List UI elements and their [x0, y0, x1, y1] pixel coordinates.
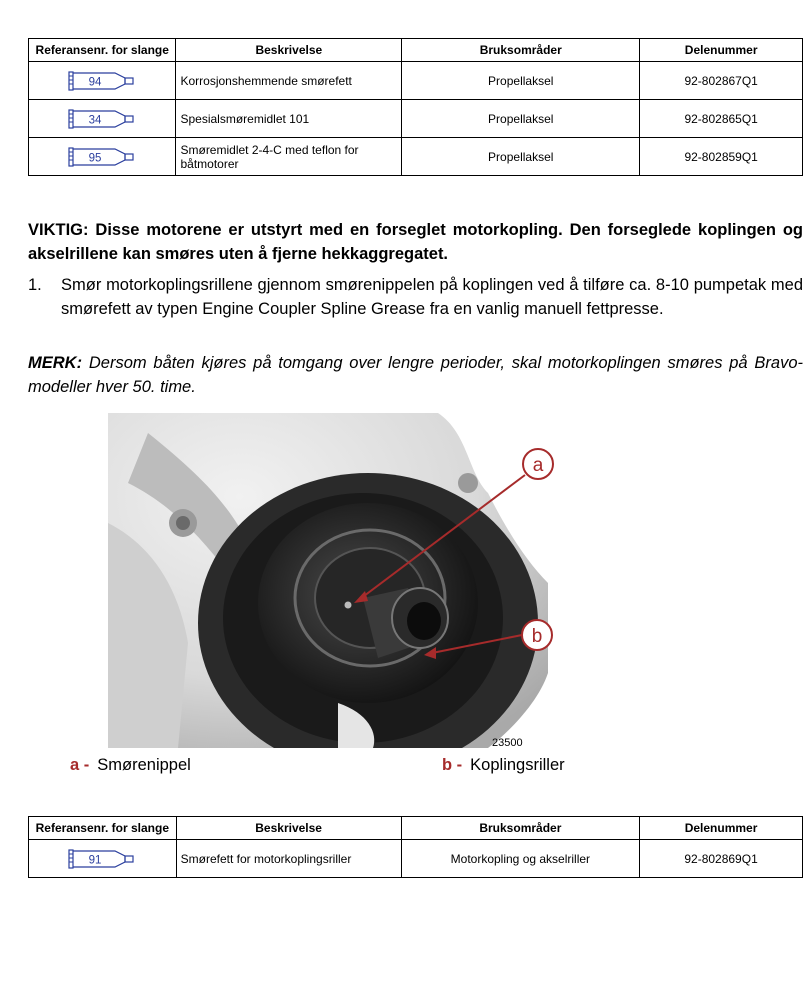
- coupler-photo: [108, 413, 558, 748]
- col-header-desc: Beskrivelse: [176, 817, 401, 840]
- part-number-cell: 92-802869Q1: [640, 840, 803, 878]
- procedure-step: [28, 273, 803, 321]
- callout-a: a: [532, 455, 544, 476]
- col-header-part: Delenummer: [640, 39, 803, 62]
- lubricant-table-2: [28, 816, 803, 878]
- col-header-use: Bruksområder: [401, 817, 640, 840]
- desc-cell: Smøremidlet 2-4-C med teflon for båtmotorer: [176, 138, 402, 176]
- tube-ref-number: 94: [88, 76, 102, 88]
- ref-cell: [29, 840, 177, 878]
- tube-ref-number: 91: [88, 854, 102, 866]
- desc-cell: Korrosjonshemmende smørefett: [176, 62, 402, 100]
- ref-cell: [29, 138, 176, 176]
- legend-b-label: Koplingsriller: [470, 756, 565, 774]
- table-header-row: [29, 39, 803, 62]
- note-label: MERK:: [28, 354, 83, 372]
- ref-cell: [29, 62, 176, 100]
- desc-cell: Spesialsmøremidlet 101: [176, 100, 402, 138]
- col-header-use: Bruksområder: [402, 39, 640, 62]
- callout-b: b: [531, 626, 543, 647]
- legend-a-label: Smørenippel: [97, 756, 191, 774]
- use-cell: Propellaksel: [402, 62, 640, 100]
- table-row: [29, 100, 803, 138]
- desc-cell: Smørefett for motorkoplingsriller: [176, 840, 401, 878]
- tube-icon: [67, 70, 137, 92]
- note-text: Dersom båten kjøres på tomgang over lengre perioder, skal motorkoplingen smøres på Bravo-modeller hver 50. time.: [28, 354, 803, 396]
- col-header-ref: Referansenr. for slange: [29, 39, 176, 62]
- part-number-cell: 92-802865Q1: [640, 100, 803, 138]
- col-header-part: Delenummer: [640, 817, 803, 840]
- part-number-cell: 92-802867Q1: [640, 62, 803, 100]
- tube-ref-number: 34: [88, 114, 102, 126]
- legend-b-key: b -: [442, 756, 463, 774]
- table-row: [29, 62, 803, 100]
- use-cell: Motorkopling og akselriller: [401, 840, 640, 878]
- step-text: Smør motorkoplingsrillene gjennom smørenippelen på koplingen ved å tilføre ca. 8-10 pumpetak med smørefett av typen Engine Coupler Spline Grease fra en vanlig manuell fettpresse.: [61, 276, 803, 318]
- legend-a: [70, 756, 191, 775]
- legend-b: [442, 756, 565, 775]
- tube-icon: [67, 108, 137, 130]
- col-header-ref: Referansenr. for slange: [29, 817, 177, 840]
- ref-cell: [29, 100, 176, 138]
- part-number-cell: 92-802859Q1: [640, 138, 803, 176]
- important-notice: VIKTIG: Disse motorene er utstyrt med en forseglet motorkopling. Den forseglede koplingen og akselrillene kan smøres uten å fjerne hekkaggregatet.: [28, 221, 803, 263]
- use-cell: Propellaksel: [402, 138, 640, 176]
- col-header-desc: Beskrivelse: [176, 39, 402, 62]
- lubricant-table-1: [28, 38, 803, 176]
- tube-icon: [67, 848, 137, 870]
- use-cell: Propellaksel: [402, 100, 640, 138]
- table-row: [29, 138, 803, 176]
- step-number: 1.: [28, 276, 42, 294]
- figure-number: 23500: [492, 737, 523, 749]
- legend-a-key: a -: [70, 756, 90, 774]
- note: [28, 351, 803, 399]
- tube-ref-number: 95: [88, 152, 102, 164]
- tube-icon: [67, 146, 137, 168]
- table-row: [29, 840, 803, 878]
- table-header-row: [29, 817, 803, 840]
